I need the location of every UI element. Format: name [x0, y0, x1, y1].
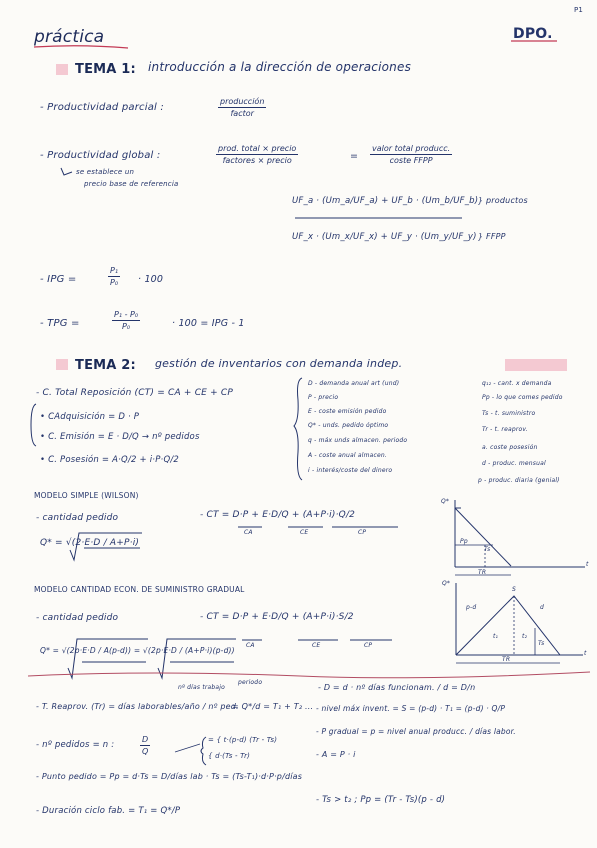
legend-mid-5: A - coste anual almacen. [308, 452, 388, 459]
ipg-den: P₀ [110, 278, 119, 287]
legend-right-2: Ts - t. suministro [482, 410, 536, 417]
p-gradual: - P gradual = p = nivel anual producc. / días labor. [316, 727, 516, 736]
prod-global-brace-bot: } FFPP [478, 232, 506, 241]
modelo-gradual-ce: CE [312, 642, 321, 649]
tpg-tail: · 100 = IPG - 1 [172, 318, 245, 329]
legend-mid-6: i - interés/coste del dinero [308, 467, 393, 474]
prod-global-expr-bot: UF_x · (Um_x/UF_x) + UF_y · (Um_y/UF_y) [292, 232, 477, 242]
legend-mid-2: E - coste emisión pedido [308, 408, 387, 415]
legend-mid-3: Q* - unds. pedido óptimo [308, 422, 389, 429]
modelo-simple-ce: CE [300, 529, 309, 536]
graph2-pd-label: p-d [466, 604, 477, 611]
prod-global-num2: valor total producc. [372, 144, 451, 153]
graph1-ts-label: Ts [484, 546, 491, 553]
prod-global-eq: = [350, 151, 359, 162]
prod-global-note2: precio base de referencia [84, 180, 179, 188]
n-pedidos-rhs2: { d·(Ts - Tr) [208, 752, 251, 760]
prod-parcial-fraction [218, 96, 266, 119]
graph1-y-label: Q* [441, 498, 450, 505]
legend-right-0: q₁₂ - cant. x demanda [482, 380, 552, 387]
tpg-fraction [112, 309, 140, 332]
modelo-simple-ct: - CT = D·P + E·D/Q + (A+P·i)·Q/2 [200, 510, 356, 520]
legend-right-6: p - produc. diaria (genial) [478, 477, 560, 484]
modelo-gradual-qstar: Q* = √(2p·E·D / A(p-d)) = √(2p·E·D / (A+P·i)(p-d)) [40, 646, 235, 655]
ipg-fraction [108, 265, 120, 288]
modelo-simple-title: MODELO SIMPLE (WILSON) [34, 491, 139, 500]
tr-top-note2: periodo [238, 679, 263, 686]
prod-global-num1: prod. total × precio [218, 144, 297, 153]
graph2-x-label: t [584, 650, 587, 657]
ipg-num: P₁ [110, 266, 119, 275]
tr-formula: - T. Reaprov. (Tr) = días laborables/año / nº ped. [36, 702, 239, 711]
graph2-t1-label: t₁ [493, 633, 499, 640]
prod-global-fraction2 [370, 143, 452, 166]
tr-rhs: = Q*/d = T₁ + T₂ ... [232, 702, 314, 711]
tema1-label: TEMA 1: [75, 62, 136, 77]
modelo-simple-cantidad: - cantidad pedido [36, 513, 119, 523]
legend-right-4: a. coste posesión [482, 444, 538, 451]
legend-mid-1: P - precio [308, 394, 339, 401]
coste-posesion: • C. Posesión = A·Q/2 + i·P·Q/2 [40, 455, 179, 465]
ts-pp-formula: - Ts > t₂ ; Pp = (Tr - Ts)(p - d) [316, 795, 446, 805]
graph2-s-label: S [512, 586, 517, 593]
modelo-gradual-cantidad: - cantidad pedido [36, 613, 119, 623]
modelo-simple-ca: CA [244, 529, 253, 536]
legend-right-5: d - produc. mensual [482, 460, 546, 467]
n-pedidos-fraction [140, 734, 150, 757]
n-pedidos-label: - nº pedidos = n : [36, 740, 115, 750]
page-title: práctica [34, 27, 105, 47]
tpg-den: P₀ [122, 322, 131, 331]
coste-emision: • C. Emisión = E · D/Q → nº pedidos [40, 432, 200, 442]
prod-global-label: - Productividad global : [40, 150, 161, 161]
graph2-tr-label: TR [502, 656, 511, 663]
tr-top-note: nº días trabajo [178, 684, 226, 691]
prod-global-note1: se establece un [76, 168, 135, 176]
n-pedidos-num: D [142, 735, 149, 744]
punto-pedido: - Punto pedido = Pp = d·Ts = D/días lab · Ts = (Ts-T₁)·d·P·p/días [36, 772, 303, 781]
demanda-dias: - D = d · nº días funcionam. / d = D/n [318, 683, 476, 692]
modelo-gradual-ca: CA [246, 642, 255, 649]
duracion-ciclo: - Duración ciclo fab. = T₁ = Q*/P [36, 806, 181, 816]
graph2-t2-label: t₂ [522, 633, 528, 640]
prod-global-expr-top: UF_a · (Um_a/UF_a) + UF_b · (Um_b/UF_b) [292, 196, 479, 206]
n-pedidos-rhs1: = { t·(p-d) (Tr - Ts) [208, 736, 278, 744]
prod-parcial-num: producción [220, 97, 265, 106]
legend-mid-0: D - demanda anual art (und) [308, 380, 400, 387]
graph1-tr-label: TR [478, 569, 487, 576]
tema1-title: introducción a la dirección de operaciones [148, 60, 412, 74]
prod-global-den1: factores × precio [222, 156, 292, 165]
tema2-title: gestión de inventarios con demanda indep. [155, 357, 403, 370]
coste-total-label: - C. Total Reposición (CT) = CA + CE + CP [36, 388, 234, 398]
nivel-max-inventario: - nivel máx invent. = S = (p-d) · T₁ = (p-d) · Q/P [316, 704, 506, 713]
prod-parcial-den: factor [230, 109, 254, 118]
graph1-x-label: t [586, 561, 589, 568]
a-formula: - A = P · i [316, 750, 356, 759]
page-number: P1 [574, 6, 584, 14]
legend-right-3: Tr - t. reaprov. [482, 426, 528, 433]
modelo-gradual-title: MODELO CANTIDAD ECON. DE SUMINISTRO GRADUAL [34, 585, 245, 594]
n-pedidos-den: Q [141, 747, 149, 756]
ipg-tail: · 100 [138, 274, 164, 285]
legend-right-1: Pp - lo que comes pedido [482, 394, 563, 401]
tpg-num: P₁ - P₀ [114, 310, 139, 319]
modelo-simple-cp: CP [358, 529, 367, 536]
tema2-label: TEMA 2: [75, 358, 136, 373]
tpg-lhs: - TPG = [40, 318, 80, 329]
modelo-gradual-ct: - CT = D·P + E·D/Q + (A+P·i)·S/2 [200, 612, 354, 622]
ipg-lhs: - IPG = [40, 274, 77, 285]
graph2-d-label: d [540, 604, 545, 611]
graph2-y-label: Q* [442, 580, 451, 587]
course-code: DPO. [513, 26, 553, 42]
modelo-simple-qstar: Q* = √(2·E·D / A+P·i) [40, 538, 140, 548]
prod-global-den2: coste FFPP [389, 156, 433, 165]
legend-mid-4: q - máx unds almacen. periodo [308, 437, 408, 444]
coste-adquisicion: • CAdquisición = D · P [40, 412, 140, 422]
graph1-pp-label: Pp [460, 538, 468, 545]
prod-parcial-label: - Productividad parcial : [40, 102, 164, 113]
modelo-gradual-cp: CP [364, 642, 373, 649]
graph2-ts-label: Ts [538, 640, 545, 647]
prod-global-brace-top: } productos [478, 196, 528, 205]
prod-global-fraction1 [216, 143, 298, 166]
